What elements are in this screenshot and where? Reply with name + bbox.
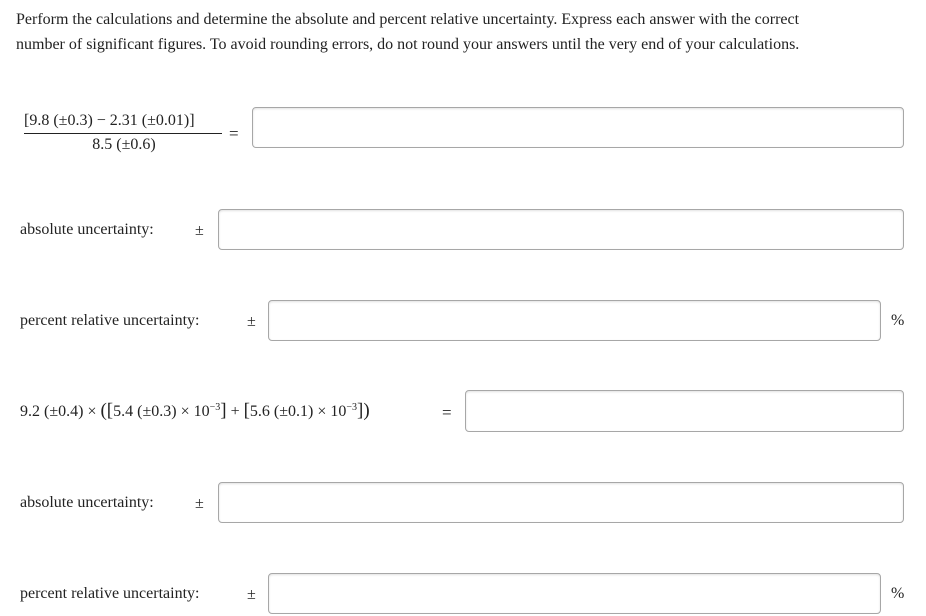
problem2-absolute-plus-minus: ± bbox=[195, 495, 204, 512]
instructions-line-2: number of significant figures. To avoid rounding errors, do not round your answers until the very end of your calculations. bbox=[16, 36, 800, 53]
problem2-close-paren: ) bbox=[363, 400, 370, 421]
problem1-expression bbox=[24, 112, 224, 154]
problem1-answer-input[interactable] bbox=[252, 107, 904, 148]
problem2-exponent-2: −3 bbox=[346, 402, 358, 413]
problem2-percent-uncertainty-label: percent relative uncertainty: bbox=[20, 585, 200, 602]
problem1-numerator: [9.8 (±0.3) − 2.31 (±0.01)] bbox=[24, 112, 195, 129]
problem2-expression bbox=[20, 400, 370, 422]
problem2-percent-unit: % bbox=[891, 585, 905, 602]
problem2-plus: + bbox=[226, 403, 244, 420]
instructions bbox=[16, 7, 916, 57]
problem2-close-bracket-1: ] bbox=[220, 400, 227, 421]
problem2-term2: 5.6 (±0.1) × 10 bbox=[249, 403, 347, 420]
problem2-term1: 5.4 (±0.3) × 10 bbox=[113, 403, 210, 420]
problem2-close-bracket-2: ] bbox=[357, 400, 364, 421]
problem2-open-bracket-2: [ bbox=[243, 400, 250, 421]
problem1-percent-unit: % bbox=[891, 312, 905, 329]
problem1-equals-sign: = bbox=[229, 124, 239, 143]
problem1-percent-plus-minus: ± bbox=[247, 313, 256, 330]
problem1-absolute-plus-minus: ± bbox=[195, 222, 204, 239]
problem2-equals-sign: = bbox=[442, 403, 452, 422]
problem2-exponent-1: −3 bbox=[209, 402, 221, 413]
problem1-absolute-uncertainty-label: absolute uncertainty: bbox=[20, 221, 154, 238]
problem2-open-bracket-1: [ bbox=[106, 400, 114, 421]
problem2-answer-input[interactable] bbox=[465, 390, 904, 432]
problem1-absolute-uncertainty-input[interactable] bbox=[218, 209, 904, 250]
problem1-percent-uncertainty-input[interactable] bbox=[268, 300, 881, 341]
problem2-expr-part1: 9.2 (±0.4) × bbox=[20, 403, 101, 420]
problem2-open-paren: ( bbox=[100, 400, 107, 421]
instructions-line-1: Perform the calculations and determine the absolute and percent relative uncertainty. Express each answer with the correct bbox=[16, 11, 800, 28]
problem1-denominator: 8.5 (±0.6) bbox=[92, 136, 156, 153]
problem2-absolute-uncertainty-input[interactable] bbox=[218, 482, 904, 523]
problem2-percent-uncertainty-input[interactable] bbox=[268, 573, 881, 614]
problem2-percent-plus-minus: ± bbox=[247, 586, 256, 603]
problem1-percent-uncertainty-label: percent relative uncertainty: bbox=[20, 312, 200, 329]
problem2-absolute-uncertainty-label: absolute uncertainty: bbox=[20, 494, 154, 511]
